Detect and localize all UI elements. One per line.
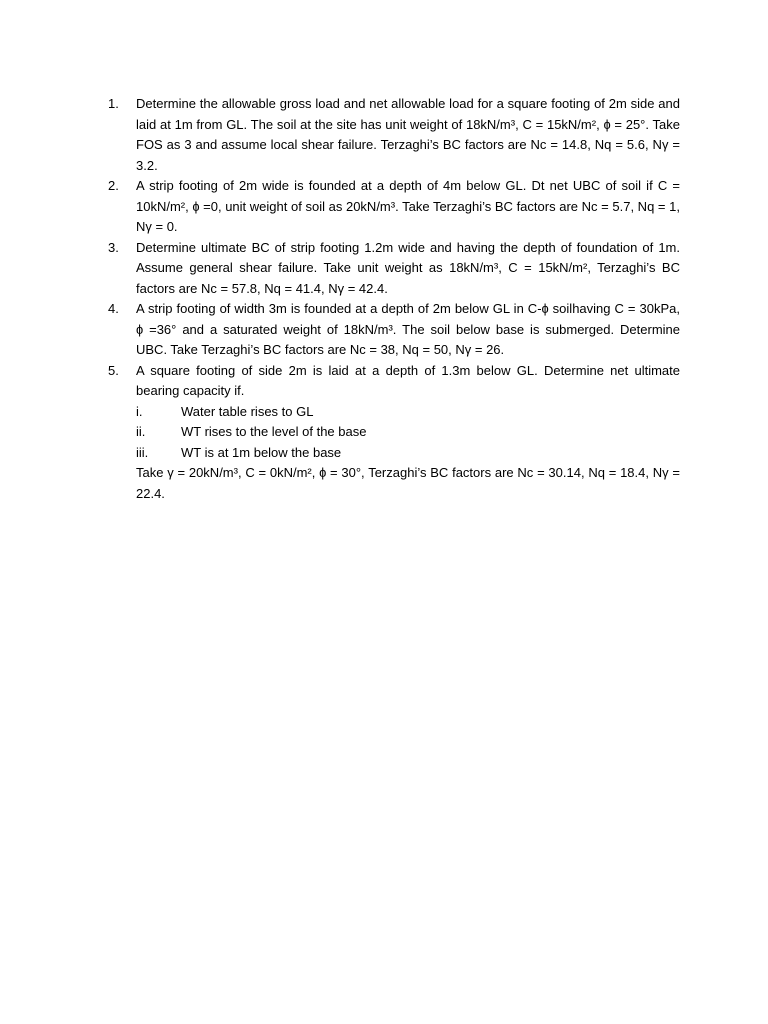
question-item-1 [108, 94, 680, 176]
sub-question-list [136, 402, 680, 464]
question-item-2 [108, 176, 680, 238]
question-text: A strip footing of width 3m is founded at a depth of 2m below GL in C-ɸ soilhaving C = 30kPa, ɸ =36° and a saturated weight of 18kN/m³. The soil below base is submerged. Determine UBC. Take Terzaghi’s BC factors are Nc = 38, Nq = 50, Nγ = 26. [136, 301, 680, 357]
sub-question-item [136, 402, 680, 423]
sub-question-number: i. [136, 403, 143, 419]
sub-question-item [136, 443, 680, 464]
question-list [108, 94, 680, 504]
sub-question-item [136, 422, 680, 443]
sub-question-text: WT rises to the level of the base [181, 424, 367, 439]
sub-question-text: WT is at 1m below the base [181, 444, 342, 460]
sub-question-number: iii. [136, 444, 149, 460]
question-footer-text: Take γ = 20kN/m³, C = 0kN/m², ɸ = 30°, Terzaghi’s BC factors are Nc = 30.14, Nq = 18.4, Nγ = 22.4. [136, 465, 680, 501]
sub-question-number: ii. [136, 424, 146, 439]
question-text: A strip footing of 2m wide is founded at a depth of 4m below GL. Dt net UBC of soil if C = 10kN/m², ɸ =0, unit weight of soil as 20kN/m³. Take Terzaghi’s BC factors are Nc = 5.7, Nq = 1, Nγ = 0. [136, 178, 680, 234]
question-number: 2. [108, 178, 119, 193]
question-number: 1. [108, 96, 119, 111]
question-item-4 [108, 299, 680, 361]
question-item-3 [108, 238, 680, 300]
question-number: 5. [108, 362, 119, 378]
question-number: 4. [108, 301, 119, 316]
question-text: Determine ultimate BC of strip footing 1.2m wide and having the depth of foundation of 1m. Assume general shear failure. Take unit weight as 18kN/m³, C = 15kN/m², Terzaghi’s BC factors are Nc = 57.8, Nq = 41.4, Nγ = 42.4. [136, 239, 680, 296]
question-text: Determine the allowable gross load and net allowable load for a square footing of 2m side and laid at 1m from GL. The soil at the site has unit weight of 18kN/m³, C = 15kN/m², ɸ = 25°. Take FOS as 3 and assume local shear failure. Terzaghi’s BC factors are Nc = 14.8, Nq = 5.6, Nγ = 3.2. [136, 96, 680, 173]
sub-question-text: Water table rises to GL [181, 403, 314, 419]
question-text: A square footing of side 2m is laid at a depth of 1.3m below GL. Determine net ultimate bearing capacity if. [136, 362, 680, 398]
question-number: 3. [108, 239, 119, 255]
question-item-5 [108, 361, 680, 505]
